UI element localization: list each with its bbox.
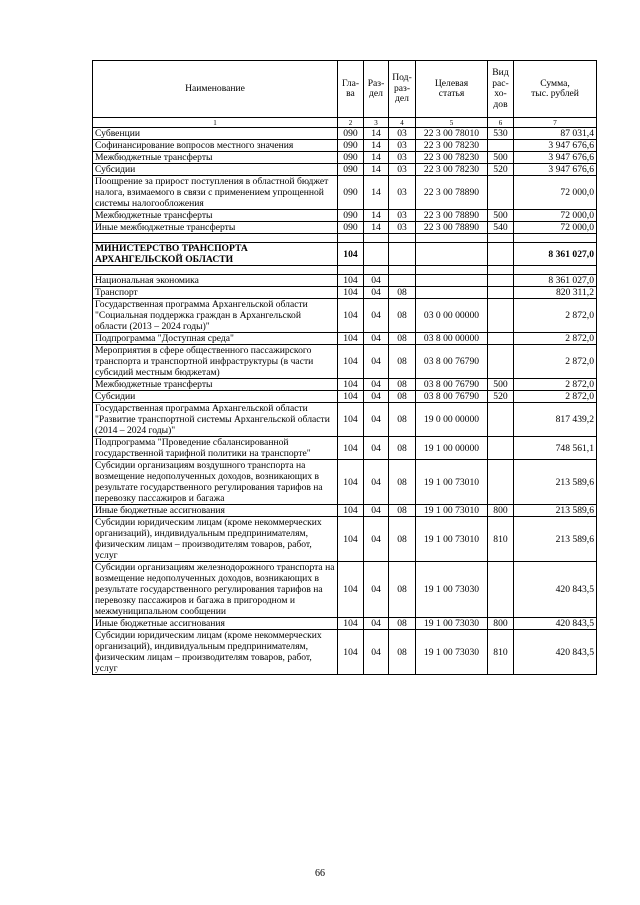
- cell-glava: 104: [338, 287, 364, 299]
- cell-name: Подпрограмма "Проведение сбалансированной государственной тарифной политики на транспорте": [93, 437, 338, 460]
- cell-summa: 2 872,0: [514, 379, 597, 391]
- cell-summa: 213 589,6: [514, 460, 597, 505]
- table-row: [93, 140, 597, 152]
- cell-summa: 72 000,0: [514, 176, 597, 210]
- cell-razdel: 04: [364, 437, 389, 460]
- cell-summa: 748 561,1: [514, 437, 597, 460]
- cell-summa: 820 311,2: [514, 287, 597, 299]
- cell-name: Межбюджетные трансферты: [93, 210, 338, 222]
- header-podrazdel: Под- раз- дел: [389, 61, 416, 118]
- cell-razdel: 14: [364, 210, 389, 222]
- cell-razdel: 14: [364, 176, 389, 210]
- table-row: [93, 517, 597, 562]
- header-vid: Вид рас- хо- дов: [488, 61, 514, 118]
- cell-statya: 19 1 00 73030: [416, 562, 488, 618]
- cell-razdel: 04: [364, 391, 389, 403]
- cell-glava: 090: [338, 152, 364, 164]
- cell-vid: 810: [488, 630, 514, 675]
- cell-glava: 104: [338, 333, 364, 345]
- cell-name: Иные межбюджетные трансферты: [93, 222, 338, 234]
- column-number: 3: [364, 118, 389, 128]
- cell-podrazdel: 08: [389, 562, 416, 618]
- cell-razdel: [364, 234, 389, 243]
- cell-glava: 104: [338, 243, 364, 266]
- cell-vid: [488, 562, 514, 618]
- column-number: 6: [488, 118, 514, 128]
- table-row: [93, 345, 597, 379]
- cell-vid: [488, 345, 514, 379]
- cell-glava: 104: [338, 275, 364, 287]
- cell-name: Субсидии: [93, 164, 338, 176]
- cell-vid: 810: [488, 517, 514, 562]
- table-row: [93, 210, 597, 222]
- header-name: Наименование: [93, 61, 338, 118]
- cell-razdel: 14: [364, 152, 389, 164]
- cell-glava: 104: [338, 505, 364, 517]
- cell-vid: 530: [488, 128, 514, 140]
- table-row: [93, 562, 597, 618]
- cell-name: Подпрограмма "Доступная среда": [93, 333, 338, 345]
- cell-statya: 03 8 00 76790: [416, 379, 488, 391]
- blank-row: [93, 234, 597, 243]
- cell-statya: 22 3 00 78890: [416, 176, 488, 210]
- cell-statya: [416, 287, 488, 299]
- cell-vid: 800: [488, 618, 514, 630]
- cell-podrazdel: 03: [389, 128, 416, 140]
- cell-vid: [488, 275, 514, 287]
- cell-vid: 520: [488, 164, 514, 176]
- cell-name: Софинансирование вопросов местного значения: [93, 140, 338, 152]
- cell-statya: 03 8 00 00000: [416, 333, 488, 345]
- cell-statya: 03 8 00 76790: [416, 391, 488, 403]
- table-row: [93, 618, 597, 630]
- cell-razdel: 04: [364, 403, 389, 437]
- cell-name: МИНИСТЕРСТВО ТРАНСПОРТА АРХАНГЕЛЬСКОЙ ОБЛАСТИ: [93, 243, 338, 266]
- cell-summa: 3 947 676,6: [514, 152, 597, 164]
- cell-podrazdel: 08: [389, 333, 416, 345]
- cell-glava: 104: [338, 345, 364, 379]
- cell-statya: [416, 266, 488, 275]
- cell-glava: 090: [338, 164, 364, 176]
- table-row: [93, 460, 597, 505]
- cell-name: [93, 234, 338, 243]
- cell-name: Иные бюджетные ассигнования: [93, 505, 338, 517]
- cell-statya: 19 1 00 00000: [416, 437, 488, 460]
- cell-razdel: [364, 266, 389, 275]
- cell-name: Государственная программа Архангельской области "Развитие транспортной системы Архангельской области (2014 – 2024 годы)": [93, 403, 338, 437]
- cell-statya: 03 8 00 76790: [416, 345, 488, 379]
- cell-razdel: 04: [364, 299, 389, 333]
- page-number: 66: [315, 868, 325, 879]
- table-row: [93, 176, 597, 210]
- cell-name: [93, 266, 338, 275]
- header-razdel: Раз- дел: [364, 61, 389, 118]
- cell-statya: 22 3 00 78010: [416, 128, 488, 140]
- cell-summa: 72 000,0: [514, 222, 597, 234]
- cell-vid: 500: [488, 210, 514, 222]
- cell-summa: 3 947 676,6: [514, 164, 597, 176]
- cell-name: Межбюджетные трансферты: [93, 379, 338, 391]
- cell-vid: 540: [488, 222, 514, 234]
- table-row: [93, 299, 597, 333]
- cell-statya: 19 1 00 73010: [416, 517, 488, 562]
- cell-statya: 19 1 00 73030: [416, 618, 488, 630]
- cell-statya: 19 1 00 73010: [416, 505, 488, 517]
- cell-summa: 2 872,0: [514, 345, 597, 379]
- cell-podrazdel: 08: [389, 437, 416, 460]
- cell-razdel: 04: [364, 460, 389, 505]
- table-row: [93, 128, 597, 140]
- cell-name: Субвенции: [93, 128, 338, 140]
- cell-podrazdel: 08: [389, 299, 416, 333]
- column-number: 4: [389, 118, 416, 128]
- cell-glava: 104: [338, 299, 364, 333]
- cell-glava: 090: [338, 176, 364, 210]
- cell-statya: 03 0 00 00000: [416, 299, 488, 333]
- cell-razdel: 14: [364, 128, 389, 140]
- cell-razdel: 04: [364, 333, 389, 345]
- cell-glava: 090: [338, 140, 364, 152]
- cell-name: Межбюджетные трансферты: [93, 152, 338, 164]
- cell-summa: [514, 234, 597, 243]
- cell-podrazdel: 08: [389, 460, 416, 505]
- table-row: [93, 222, 597, 234]
- cell-razdel: 04: [364, 345, 389, 379]
- cell-vid: [488, 234, 514, 243]
- table-row: [93, 164, 597, 176]
- cell-vid: [488, 460, 514, 505]
- table-row: [93, 630, 597, 675]
- cell-summa: 420 843,5: [514, 562, 597, 618]
- table-row: [93, 287, 597, 299]
- cell-statya: 22 3 00 78890: [416, 222, 488, 234]
- cell-glava: 104: [338, 379, 364, 391]
- cell-vid: [488, 243, 514, 266]
- cell-name: Поощрение за прирост поступления в областной бюджет налога, взимаемого в связи с применением упрощенной системы налогообложения: [93, 176, 338, 210]
- cell-vid: 500: [488, 379, 514, 391]
- budget-table: [92, 60, 597, 675]
- cell-name: Субсидии: [93, 391, 338, 403]
- cell-name: Субсидии организациям воздушного транспорта на возмещение недополученных доходов, возникающих в результате государственного регулирования тарифов на перевозку пассажиров и багажа: [93, 460, 338, 505]
- cell-glava: [338, 266, 364, 275]
- cell-statya: 22 3 00 78890: [416, 210, 488, 222]
- cell-vid: 500: [488, 152, 514, 164]
- cell-glava: 090: [338, 222, 364, 234]
- cell-summa: 213 589,6: [514, 505, 597, 517]
- cell-statya: 22 3 00 78230: [416, 152, 488, 164]
- cell-name: Государственная программа Архангельской области "Социальная поддержка граждан в Архангельской области (2013 – 2024 годы)": [93, 299, 338, 333]
- cell-glava: 090: [338, 210, 364, 222]
- cell-summa: 87 031,4: [514, 128, 597, 140]
- column-numbers-row: [93, 118, 597, 128]
- cell-podrazdel: 08: [389, 517, 416, 562]
- table-header-row: [93, 61, 597, 118]
- cell-podrazdel: [389, 243, 416, 266]
- header-summa: Сумма, тыс. рублей: [514, 61, 597, 118]
- cell-name: Иные бюджетные ассигнования: [93, 618, 338, 630]
- cell-statya: [416, 234, 488, 243]
- cell-summa: 2 872,0: [514, 299, 597, 333]
- cell-name: Субсидии юридическим лицам (кроме некоммерческих организаций), индивидуальным предпринимателям, физическим лицам – производителям товаров, работ, услуг: [93, 517, 338, 562]
- table-row: [93, 505, 597, 517]
- cell-vid: [488, 299, 514, 333]
- cell-summa: 8 361 027,0: [514, 243, 597, 266]
- cell-summa: 817 439,2: [514, 403, 597, 437]
- cell-podrazdel: 08: [389, 403, 416, 437]
- table-row: [93, 243, 597, 266]
- cell-statya: [416, 275, 488, 287]
- cell-glava: 104: [338, 562, 364, 618]
- cell-name: Национальная экономика: [93, 275, 338, 287]
- cell-summa: 3 947 676,6: [514, 140, 597, 152]
- cell-statya: 19 0 00 00000: [416, 403, 488, 437]
- cell-razdel: 04: [364, 505, 389, 517]
- table-row: [93, 379, 597, 391]
- cell-podrazdel: 03: [389, 210, 416, 222]
- cell-name: Мероприятия в сфере общественного пассажирского транспорта и транспортной инфраструктуры (в части субсидий местным бюджетам): [93, 345, 338, 379]
- table-row: [93, 403, 597, 437]
- table-row: [93, 391, 597, 403]
- cell-summa: [514, 266, 597, 275]
- column-number: 2: [338, 118, 364, 128]
- table-row: [93, 275, 597, 287]
- column-number: 1: [93, 118, 338, 128]
- cell-glava: 104: [338, 403, 364, 437]
- cell-podrazdel: 03: [389, 176, 416, 210]
- cell-statya: [416, 243, 488, 266]
- cell-name: Субсидии юридическим лицам (кроме некоммерческих организаций), индивидуальным предпринимателям, физическим лицам – производителям товаров, работ, услуг: [93, 630, 338, 675]
- cell-podrazdel: [389, 275, 416, 287]
- cell-vid: [488, 266, 514, 275]
- cell-name: Субсидии организациям железнодорожного транспорта на возмещение недополученных доходов, возникающих в результате государственного регулирования тарифов на перевозку пассажиров и багажа в пригородном и межмуниципальном сообщении: [93, 562, 338, 618]
- cell-razdel: 04: [364, 275, 389, 287]
- cell-podrazdel: 08: [389, 345, 416, 379]
- cell-statya: 19 1 00 73010: [416, 460, 488, 505]
- cell-razdel: 04: [364, 618, 389, 630]
- cell-summa: 420 843,5: [514, 630, 597, 675]
- cell-glava: 104: [338, 630, 364, 675]
- cell-statya: 22 3 00 78230: [416, 140, 488, 152]
- cell-podrazdel: [389, 266, 416, 275]
- cell-razdel: 04: [364, 562, 389, 618]
- cell-razdel: 04: [364, 287, 389, 299]
- table-row: [93, 333, 597, 345]
- cell-vid: [488, 333, 514, 345]
- cell-vid: [488, 140, 514, 152]
- header-glava: Гла- ва: [338, 61, 364, 118]
- cell-glava: 090: [338, 128, 364, 140]
- cell-summa: 2 872,0: [514, 391, 597, 403]
- cell-summa: 420 843,5: [514, 618, 597, 630]
- cell-podrazdel: 08: [389, 391, 416, 403]
- cell-glava: 104: [338, 391, 364, 403]
- cell-razdel: [364, 243, 389, 266]
- cell-razdel: 04: [364, 379, 389, 391]
- cell-statya: 22 3 00 78230: [416, 164, 488, 176]
- cell-razdel: 04: [364, 630, 389, 675]
- cell-razdel: 04: [364, 517, 389, 562]
- cell-vid: [488, 176, 514, 210]
- column-number: 5: [416, 118, 488, 128]
- cell-summa: 213 589,6: [514, 517, 597, 562]
- cell-vid: 520: [488, 391, 514, 403]
- cell-statya: 19 1 00 73030: [416, 630, 488, 675]
- cell-vid: [488, 287, 514, 299]
- table-row: [93, 152, 597, 164]
- cell-podrazdel: 03: [389, 152, 416, 164]
- cell-glava: 104: [338, 437, 364, 460]
- cell-glava: 104: [338, 618, 364, 630]
- cell-podrazdel: 08: [389, 505, 416, 517]
- cell-podrazdel: 08: [389, 630, 416, 675]
- cell-glava: 104: [338, 517, 364, 562]
- column-number: 7: [514, 118, 597, 128]
- cell-vid: [488, 437, 514, 460]
- cell-glava: [338, 234, 364, 243]
- cell-podrazdel: 03: [389, 140, 416, 152]
- cell-summa: 8 361 027,0: [514, 275, 597, 287]
- cell-summa: 72 000,0: [514, 210, 597, 222]
- cell-podrazdel: 08: [389, 379, 416, 391]
- cell-podrazdel: 08: [389, 287, 416, 299]
- cell-podrazdel: 08: [389, 618, 416, 630]
- cell-vid: [488, 403, 514, 437]
- cell-name: Транспорт: [93, 287, 338, 299]
- cell-summa: 2 872,0: [514, 333, 597, 345]
- table-body: [93, 128, 597, 675]
- table-row: [93, 437, 597, 460]
- cell-razdel: 14: [364, 164, 389, 176]
- cell-podrazdel: 03: [389, 222, 416, 234]
- blank-row: [93, 266, 597, 275]
- cell-glava: 104: [338, 460, 364, 505]
- cell-podrazdel: [389, 234, 416, 243]
- cell-razdel: 14: [364, 222, 389, 234]
- cell-podrazdel: 03: [389, 164, 416, 176]
- cell-razdel: 14: [364, 140, 389, 152]
- header-statya: Целевая статья: [416, 61, 488, 118]
- cell-vid: 800: [488, 505, 514, 517]
